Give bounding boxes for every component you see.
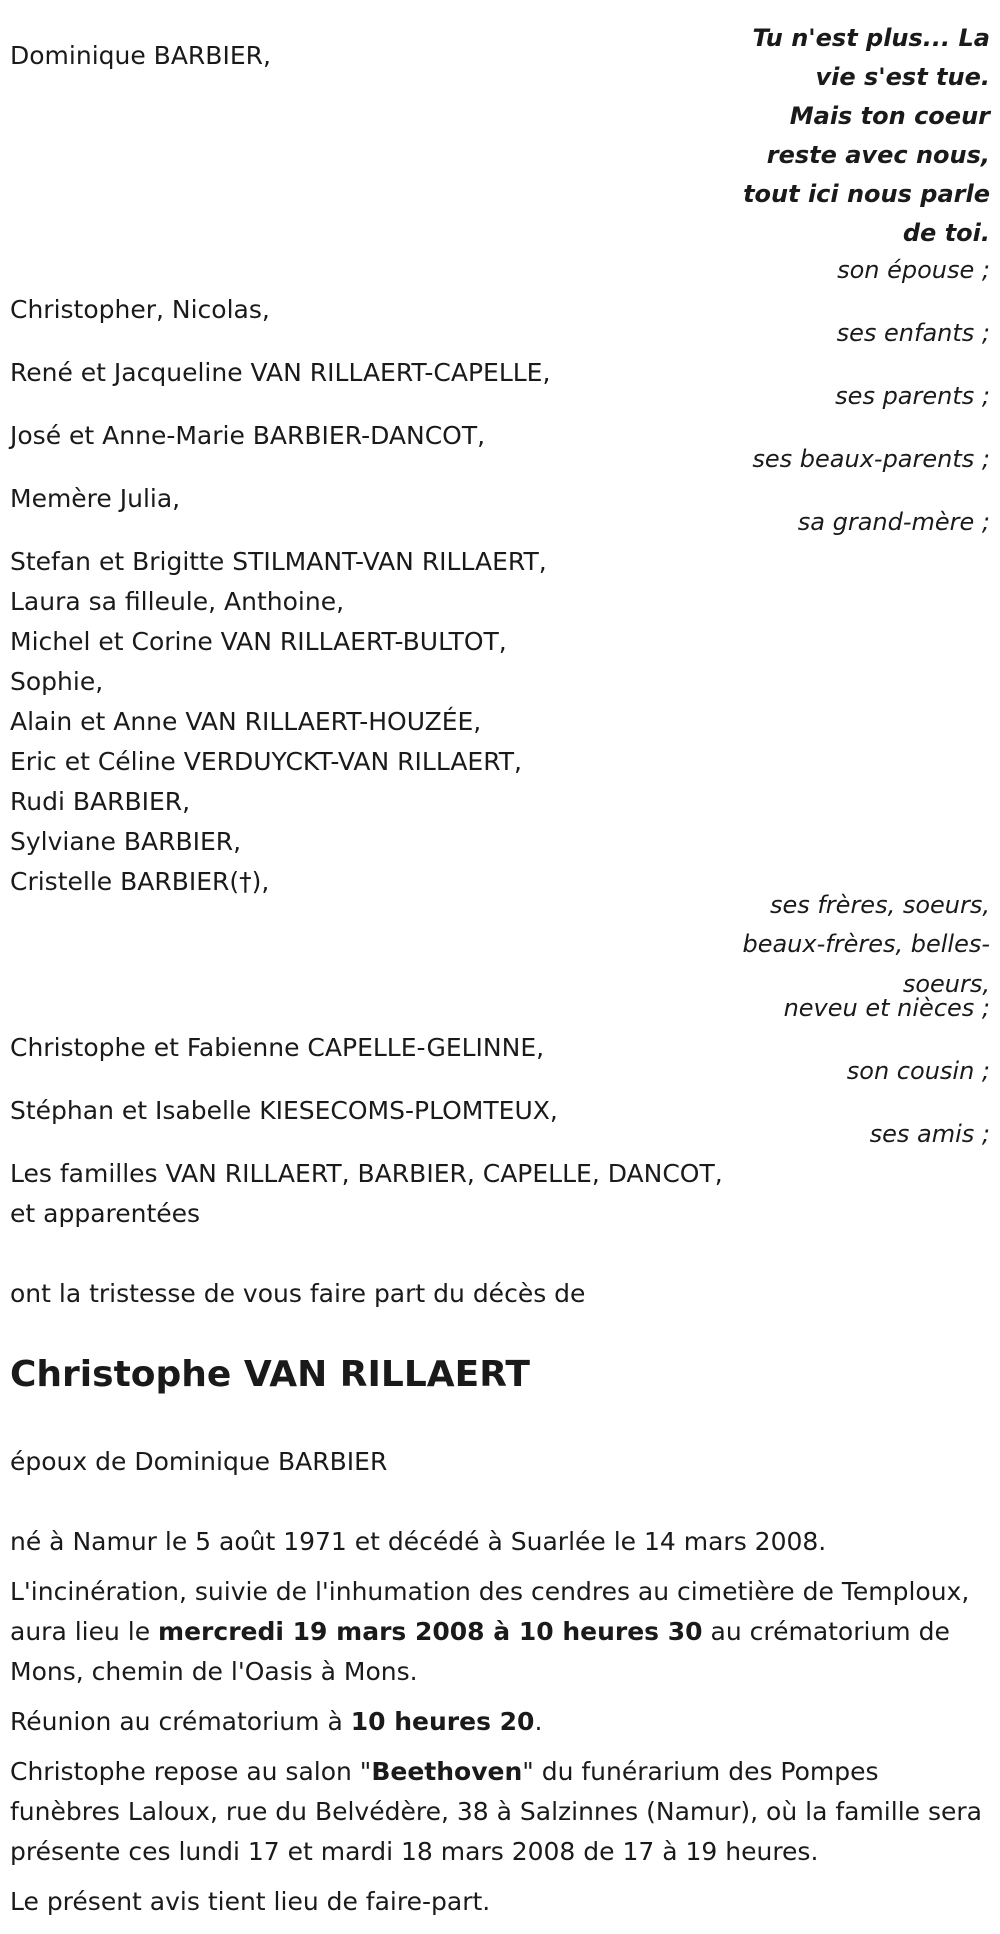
family-member: Stefan et Brigitte STILMANT-VAN RILLAERT, bbox=[10, 547, 547, 576]
family-member: René et Jacqueline VAN RILLAERT-CAPELLE, bbox=[10, 358, 551, 387]
rest-text: Christophe repose au salon " bbox=[10, 1757, 372, 1786]
rest-text: " du funérarium des Pompes funèbres Laloux, rue du Belvédère, 38 à Salzinnes (Namur), où la famille sera présente ces lundi 17 et mardi 18 mars 2008 de 17 à 19 heures. bbox=[10, 1757, 982, 1866]
closing-line: Le présent avis tient lieu de faire-part. bbox=[10, 1887, 491, 1916]
family-member: Memère Julia, bbox=[10, 484, 181, 513]
poem-line: de toi. bbox=[902, 219, 990, 247]
meeting-time: 10 heures 20 bbox=[350, 1707, 535, 1736]
family-member: Rudi BARBIER, bbox=[10, 787, 191, 816]
family-member: Christophe et Fabienne CAPELLE-GELINNE, bbox=[10, 1033, 545, 1062]
poem-line: vie s'est tue. bbox=[815, 63, 990, 91]
relation-label: soeurs, bbox=[902, 970, 990, 998]
rest-paragraph bbox=[10, 1752, 985, 1872]
poem bbox=[690, 19, 990, 253]
ceremony-text: au crématorium de Mons, chemin de l'Oasis à Mons. bbox=[10, 1617, 950, 1686]
relation-label: ses amis ; bbox=[869, 1120, 990, 1148]
salon-name: Beethoven bbox=[371, 1757, 523, 1786]
family-member: Les familles VAN RILLAERT, BARBIER, CAPELLE, DANCOT, bbox=[10, 1159, 723, 1188]
ceremony-date: mercredi 19 mars 2008 à 10 heures 30 bbox=[158, 1617, 703, 1646]
announcement-text: ont la tristesse de vous faire part du décès de bbox=[10, 1279, 586, 1308]
relation-label: ses frères, soeurs, bbox=[769, 891, 990, 919]
family-member: Cristelle BARBIER(†), bbox=[10, 867, 270, 896]
family-member: Eric et Céline VERDUYCKT-VAN RILLAERT, bbox=[10, 747, 522, 776]
family-member: Alain et Anne VAN RILLAERT-HOUZÉE, bbox=[10, 707, 482, 736]
poem-line: reste avec nous, bbox=[766, 141, 990, 169]
ceremony-paragraph bbox=[10, 1572, 985, 1692]
relation-label: neveu et nièces ; bbox=[783, 994, 990, 1022]
family-member: Michel et Corine VAN RILLAERT-BULTOT, bbox=[10, 627, 507, 656]
family-member: Sophie, bbox=[10, 667, 104, 696]
ceremony-text: L'incinération, suivie de l'inhumation des cendres au cimetière de Temploux, aura lieu le bbox=[10, 1577, 970, 1646]
meeting-paragraph bbox=[10, 1702, 985, 1742]
deceased-name: Christophe VAN RILLAERT bbox=[10, 1354, 530, 1395]
family-member: Sylviane BARBIER, bbox=[10, 827, 242, 856]
spouse-line: époux de Dominique BARBIER bbox=[10, 1447, 388, 1476]
family-member: Dominique BARBIER, bbox=[10, 41, 271, 70]
poem-line: Mais ton coeur bbox=[789, 102, 990, 130]
meeting-text: Réunion au crématorium à bbox=[10, 1707, 351, 1736]
relation-label: ses enfants ; bbox=[836, 319, 990, 347]
relation-label: beaux-frères, belles- bbox=[742, 930, 990, 958]
poem-line: Tu n'est plus... La bbox=[752, 24, 990, 52]
meeting-text: . bbox=[534, 1707, 543, 1736]
relation-label: ses beaux-parents ; bbox=[752, 445, 990, 473]
family-member: et apparentées bbox=[10, 1199, 201, 1228]
birth-death-line: né à Namur le 5 août 1971 et décédé à Suarlée le 14 mars 2008. bbox=[10, 1527, 827, 1556]
relation-label: ses parents ; bbox=[835, 382, 990, 410]
family-member: José et Anne-Marie BARBIER-DANCOT, bbox=[10, 421, 486, 450]
relation-label: son épouse ; bbox=[837, 256, 990, 284]
relation-label: sa grand-mère ; bbox=[797, 508, 990, 536]
relation-label: son cousin ; bbox=[846, 1057, 990, 1085]
family-member: Stéphan et Isabelle KIESECOMS-PLOMTEUX, bbox=[10, 1096, 558, 1125]
family-member: Christopher, Nicolas, bbox=[10, 295, 270, 324]
family-member: Laura sa filleule, Anthoine, bbox=[10, 587, 345, 616]
poem-line: tout ici nous parle bbox=[743, 180, 990, 208]
